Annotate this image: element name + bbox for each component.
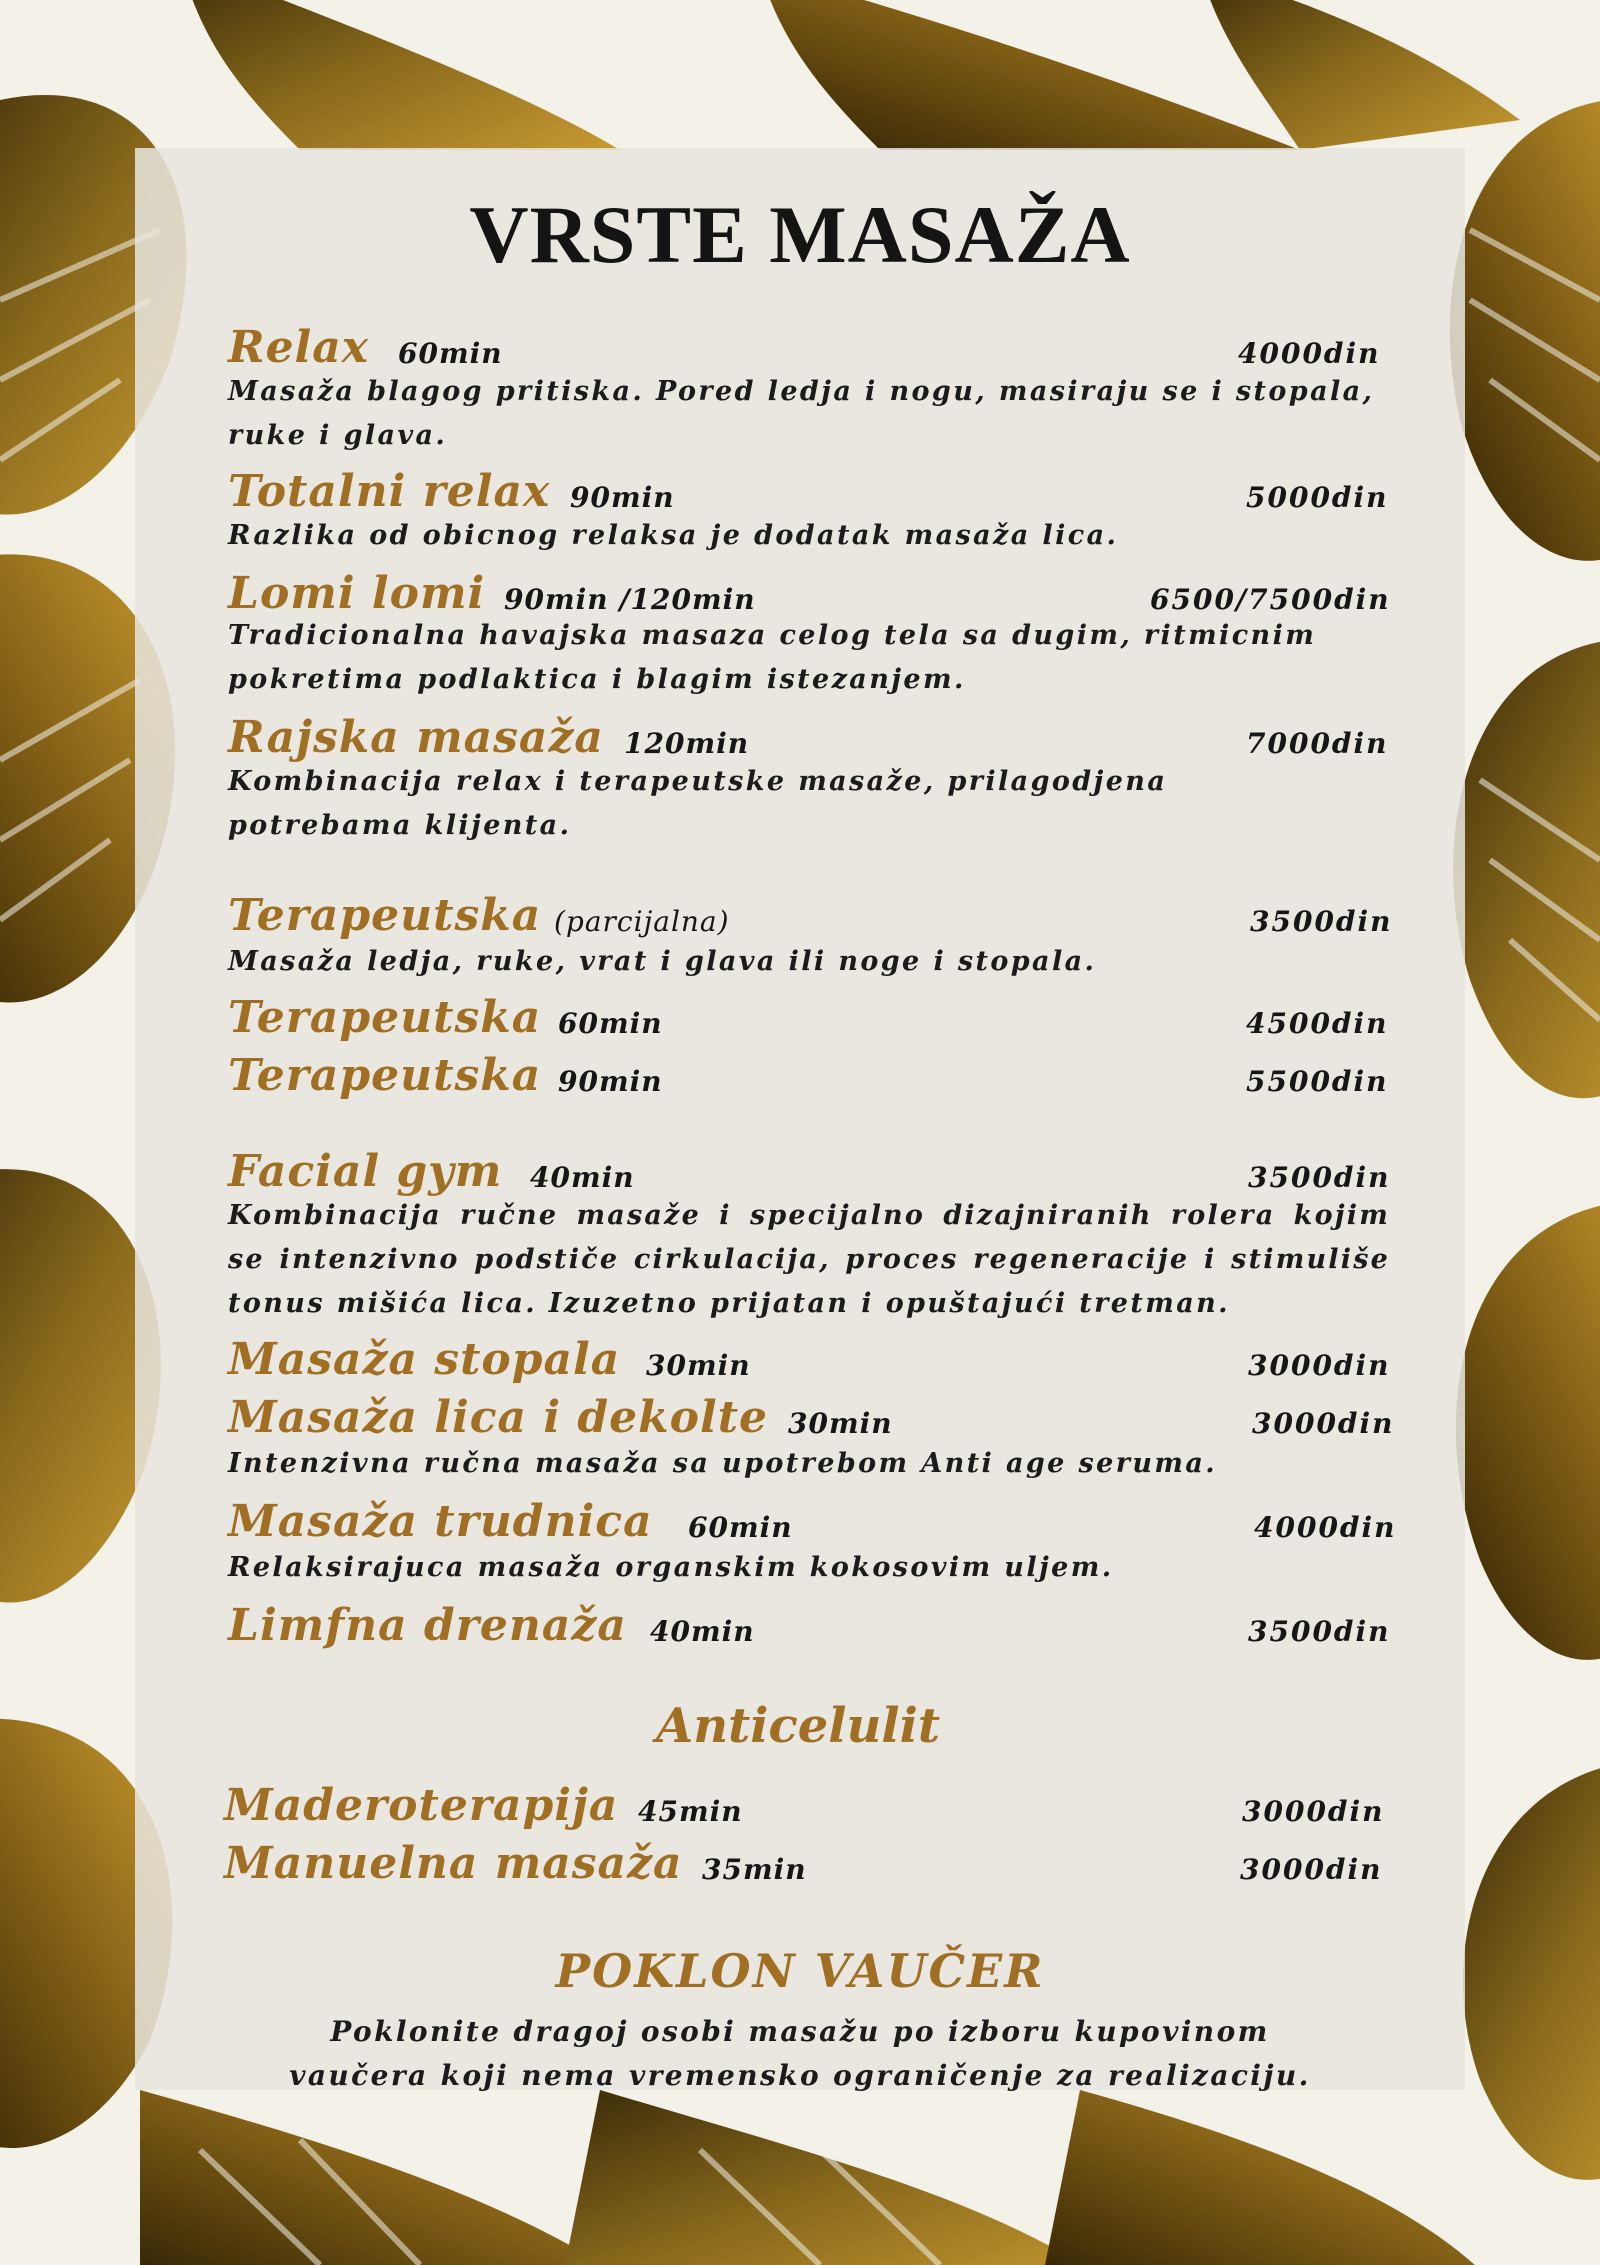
item-price: 3000din [1252,1407,1395,1440]
menu-item-row [228,1136,1391,1197]
menu-item-row [228,558,1391,619]
item-duration: 45min [638,1795,743,1828]
item-duration: 30min [788,1407,893,1440]
item-name: Terapeutska [228,992,542,1043]
item-duration: 35min [702,1853,807,1886]
menu-item-row [224,1770,1384,1830]
item-price: 3000din [1248,1349,1391,1382]
section-heading-anticelulit: Anticelulit [655,1698,941,1754]
item-duration: 90min [558,1065,663,1098]
description-line: tonus mišića lica. Izuzetno prijatan i opuštajući tretman. [228,1288,1230,1319]
menu-item-row [224,1828,1384,1888]
item-duration: 40min [650,1615,755,1648]
item-price: 4000din [1254,1511,1397,1544]
item-description [228,1442,1398,1486]
item-price: 5000din [1246,481,1389,514]
description-line: pokretima podlaktica i blagim istezanjem. [228,664,966,695]
item-price: 3500din [1250,905,1393,938]
description-line: Intenzivna ručna masaža sa upotrebom Anti age seruma. [228,1448,1218,1479]
description-line: Masaža ledja, ruke, vrat i glava ili noge i stopala. [228,946,1097,977]
description-line: Masaža blagog pritiska. Pored ledja i nogu, masiraju se i stopala, [228,376,1375,407]
item-duration: (parcijalna) [554,905,730,938]
description-line: Kombinacija ručne masaže i specijalno dizajniranih rolera kojim [228,1200,1390,1231]
item-duration: 60min [558,1007,663,1040]
item-price: 3500din [1248,1161,1391,1194]
item-name: Terapeutska [228,890,542,941]
item-price: 3000din [1242,1795,1385,1828]
item-name: Masaža lica i dekolte [228,1392,769,1443]
description-line: se intenzivno podstiče cirkulacija, proces regeneracije i stimuliše [228,1244,1390,1275]
item-name: Maderoterapija [224,1780,619,1831]
item-description [228,1546,1398,1590]
description-line: Poklonite dragoj osobi masažu po izboru kupovinom [330,2015,1270,2048]
voucher-description [0,2010,1600,2098]
item-price: 6500/7500din [1150,583,1391,616]
item-duration: 90min /120min [504,583,756,616]
item-name: Lomi lomi [228,568,486,619]
item-description [228,1194,1390,1282]
item-description [228,370,1398,458]
description-line: Kombinacija relax i terapeutske masaže, prilagodjena [228,766,1168,797]
item-name: Rajska masaža [228,712,604,763]
item-name: Terapeutska [228,1050,542,1101]
voucher-heading: POKLON VAUČER [555,1944,1045,1998]
item-price: 5500din [1246,1065,1389,1098]
menu-item-row [228,1382,1395,1443]
menu-item-row [228,1590,1391,1651]
menu-item-row [228,1324,1391,1385]
menu-item-row [228,702,1388,762]
item-duration: 60min [688,1511,793,1544]
item-duration: 120min [624,727,750,760]
description-line: vaučera koji nema vremensko ograničenje za realizaciju. [289,2059,1311,2092]
item-price: 7000din [1246,727,1389,760]
description-line: Relaksirajuca masaža organskim kokosovim uljem. [228,1552,1114,1583]
item-description [228,514,1398,558]
item-duration: 30min [646,1349,751,1382]
item-name: Relax [228,322,370,373]
item-name: Manuelna masaža [224,1838,683,1889]
menu-item-row [228,880,1393,941]
item-name: Facial gym [228,1146,503,1197]
description-line: Tradicionalna havajska masaza celog tela sa dugim, ritmicnim [228,620,1317,651]
item-description [228,940,1398,984]
item-description [228,1282,1398,1326]
item-price: 3000din [1240,1853,1383,1886]
menu-item-row [228,1040,1388,1100]
item-description [228,614,1398,702]
item-name: Masaža trudnica [228,1496,653,1547]
item-price: 4000din [1238,337,1381,370]
item-name: Masaža stopala [228,1334,621,1385]
menu-item-row [228,982,1388,1042]
item-duration: 60min [398,337,503,370]
item-price: 4500din [1246,1007,1389,1040]
description-line: Razlika od obicnog relaksa je dodatak masaža lica. [228,520,1119,551]
menu-item-row [228,1486,1397,1547]
item-name: Totalni relax [228,466,551,517]
item-duration: 90min [570,481,675,514]
description-line: ruke i glava. [228,420,448,451]
item-description [228,760,1398,848]
menu-item-row [228,312,1388,372]
description-line: potrebama klijenta. [228,810,572,841]
item-duration: 40min [530,1161,635,1194]
menu-item-row [228,456,1388,516]
item-price: 3500din [1248,1615,1391,1648]
page-title: VRSTE MASAŽA [469,189,1131,280]
item-name: Limfna drenaža [228,1600,627,1651]
